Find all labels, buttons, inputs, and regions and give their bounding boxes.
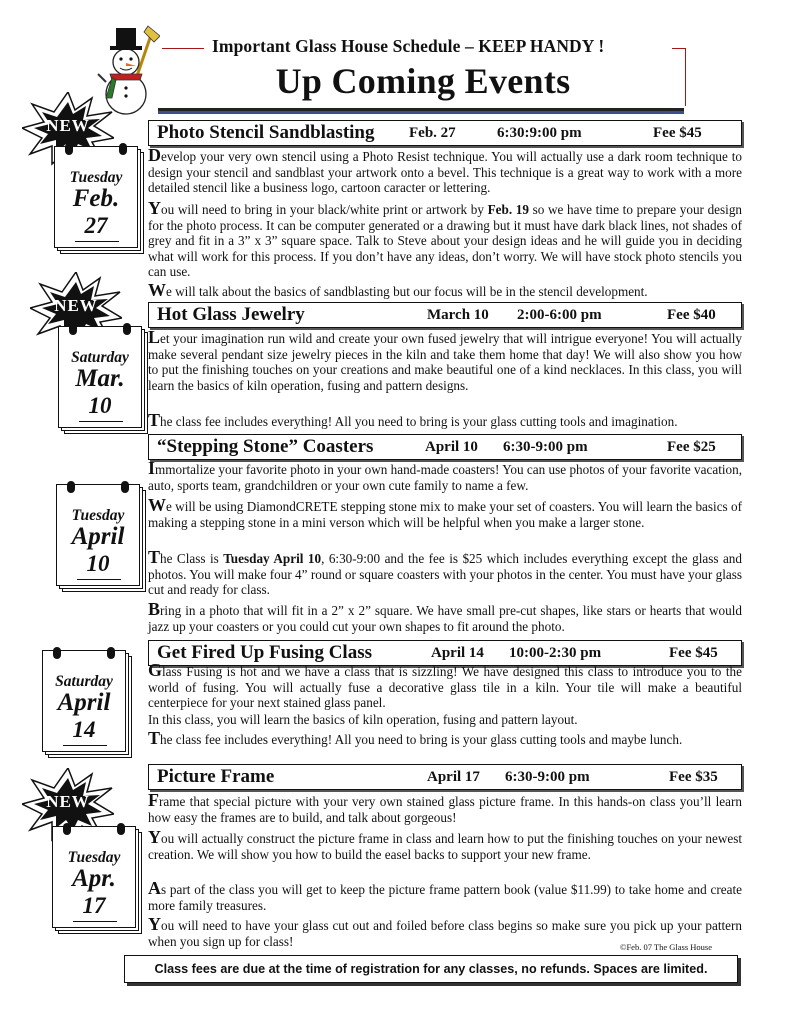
calendar-icon	[56, 484, 140, 590]
drop-cap: Y	[148, 827, 161, 847]
event-paragraph	[148, 790, 742, 825]
paragraph-text: , 6:30-9:00 and the fee is $25 which includes everything except the glass and photos. You will make four 4” round or square coasters with your photos in the center. You must have your glass cut and ready for class.	[148, 551, 742, 597]
drop-cap: T	[148, 728, 161, 748]
event-header	[148, 434, 742, 460]
event-date: April 10	[425, 439, 478, 455]
calendar-month: Mar.	[75, 365, 125, 392]
event-paragraph	[148, 547, 742, 598]
drop-cap: G	[148, 660, 163, 680]
event-time: 6:30-9:00 pm	[505, 769, 590, 785]
event-time: 2:00-6:00 pm	[517, 307, 602, 323]
calendar-ring	[69, 323, 77, 335]
calendar-ring	[119, 143, 127, 155]
drop-cap: Y	[148, 198, 161, 218]
calendar-month: Feb.	[72, 185, 120, 212]
header-rule-right	[672, 48, 686, 49]
event-header	[148, 764, 742, 790]
calendar-front	[42, 650, 126, 752]
drop-cap: B	[148, 599, 161, 619]
event-paragraph	[148, 145, 742, 196]
calendar-date: 17	[82, 893, 106, 918]
calendar-underline	[73, 921, 117, 922]
event-fee: Fee $25	[667, 439, 716, 455]
calendar-date: 10	[86, 551, 110, 576]
calendar-front	[54, 146, 138, 248]
event-date: April 14	[431, 645, 484, 661]
drop-cap: A	[148, 878, 161, 898]
event-paragraph	[148, 827, 742, 862]
drop-cap: I	[148, 458, 156, 478]
drop-cap: T	[148, 410, 161, 430]
drop-cap: F	[148, 790, 159, 810]
calendar-icon	[52, 826, 136, 932]
paragraph-text: In this class, you will learn the basics of kiln operation, fusing and pattern layout.	[148, 712, 578, 727]
event-date: April 17	[427, 769, 480, 785]
event-header	[148, 640, 742, 666]
event-paragraph	[148, 198, 743, 280]
calendar-month: April	[71, 523, 125, 550]
event-time: 6:30-9:00 pm	[503, 439, 588, 455]
calendar-month: Apr.	[72, 865, 116, 892]
paragraph-text: ou will actually construct the picture frame in class and learn how to put the finishing touches on your newest creation. We will show you how to build the easel backs to support your new frame.	[148, 831, 742, 862]
paragraph-text: et your imagination run wild and create your own fused jewelry that will intrigue everyone! You will actually make several pendant size jewelry pieces in the kiln and take them home that day! We will also show you how to put the finishing touches on your creations and make beautiful one of a kind necklaces. In this class, you will learn the basics of kiln operation, fusing and pattern designs.	[148, 331, 742, 393]
event-paragraph	[148, 327, 742, 393]
calendar-day: Tuesday	[71, 507, 125, 524]
paragraph-text: so we have time to prepare your design for the photo process. It can be computer generated or a drawing but it must have dark black lines, not shades of grey and fit in a 3” x 3” square space. Talk to Steve about your design ideas and he will guide you in deciding what will work for this process. If you don’t have any ideas, don’t worry. We will have stock photo stencils you can use.	[148, 202, 743, 279]
calendar-ring	[123, 323, 131, 335]
event-fee: Fee $45	[669, 645, 718, 661]
event-paragraph	[148, 660, 742, 711]
drop-cap: T	[148, 547, 161, 567]
page-title: Up Coming Events	[275, 61, 571, 101]
event-time: 10:00-2:30 pm	[509, 645, 602, 661]
calendar-date: 27	[84, 213, 108, 238]
paragraph-text: s part of the class you will get to keep the picture frame pattern book (value $11.99) to take home and create more family treasures.	[148, 882, 742, 913]
calendar-front	[58, 326, 142, 428]
paragraph-text: evelop your very own stencil using a Photo Resist technique. You will actually use a dark room technique to design your stencil and sandblast your artwork onto a bevel. This technique is a great way to work with a more detailed stencil like a business logo, cartoon caracter or lettering.	[148, 149, 742, 195]
paragraph-text: he Class is	[160, 551, 224, 566]
event-paragraph	[148, 728, 742, 748]
calendar-day: Tuesday	[67, 849, 121, 866]
calendar-date: 14	[72, 717, 96, 742]
paragraph-bold: Tuesday April 10	[223, 551, 322, 566]
calendar-ring	[65, 143, 73, 155]
event-paragraph	[148, 458, 742, 493]
event-title: Get Fired Up Fusing Class	[157, 642, 373, 663]
event-fee: Fee $40	[667, 307, 716, 323]
paragraph-text: ou will need to bring in your black/white print or artwork by	[161, 202, 488, 217]
copyright-notice: ©Feb. 07 The Glass House	[620, 942, 713, 952]
event-header	[148, 120, 742, 146]
event-title: “Stepping Stone” Coasters	[157, 436, 374, 457]
calendar-day: Tuesday	[69, 169, 123, 186]
calendar-underline	[75, 241, 119, 242]
calendar-ring	[67, 481, 75, 493]
paragraph-text: e will talk about the basics of sandblasting but our focus will be in the stencil development.	[166, 284, 648, 299]
paragraph-bold: Feb. 19	[487, 202, 529, 217]
event-fee: Fee $45	[653, 125, 702, 141]
calendar-icon	[54, 146, 138, 252]
event-title: Photo Stencil Sandblasting	[157, 122, 375, 143]
calendar-front	[52, 826, 136, 928]
paragraph-text: ring in a photo that will fit in a 2” x 2” square. We have small pre-cut shapes, like stars or hearts that would jazz up your coasters or you could cut your own shapes to fit around the photo.	[148, 603, 742, 634]
drop-cap: W	[148, 280, 166, 300]
calendar-month: April	[57, 689, 111, 716]
event-paragraph	[148, 410, 742, 430]
calendar-underline	[77, 579, 121, 580]
event-date: Feb. 27	[409, 125, 456, 141]
event-paragraph	[148, 878, 742, 913]
event-title: Hot Glass Jewelry	[157, 304, 305, 325]
event-time: 6:30:9:00 pm	[497, 125, 582, 141]
event-title: Picture Frame	[157, 766, 275, 787]
calendar-day: Saturday	[71, 349, 129, 366]
header-rule-left	[162, 48, 204, 49]
schedule-subtitle: Important Glass House Schedule – KEEP HANDY !	[212, 36, 605, 56]
calendar-ring	[117, 823, 125, 835]
drop-cap: W	[148, 495, 166, 515]
new-badge-label: NEW	[46, 116, 90, 135]
paragraph-text: he class fee includes everything! All you need to bring is your glass cutting tools and maybe lunch.	[160, 732, 683, 747]
drop-cap: D	[148, 145, 161, 165]
calendar-front	[56, 484, 140, 586]
paragraph-text: mmortalize your favorite photo in your own hand-made coasters! You can use photos of your favorite vacation, auto, sports team, grandchildren or your own cute family to name a few.	[148, 462, 742, 493]
event-fee: Fee $35	[669, 769, 718, 785]
calendar-underline	[79, 421, 123, 422]
drop-cap: Y	[148, 914, 161, 934]
calendar-icon	[42, 650, 126, 756]
new-badge-label: NEW	[54, 296, 98, 315]
calendar-ring	[53, 647, 61, 659]
calendar-ring	[107, 647, 115, 659]
calendar-underline	[63, 745, 107, 746]
event-paragraph	[148, 495, 742, 530]
drop-cap: L	[148, 327, 161, 347]
event-date: March 10	[427, 307, 489, 323]
calendar-ring	[63, 823, 71, 835]
calendar-day: Saturday	[55, 673, 113, 690]
paragraph-text: rame that special picture with your very own stained glass picture frame. In this hands-on class you’ll learn how easy the frames are to build, and talk about gorgeous!	[148, 794, 742, 825]
paragraph-text: lass Fusing is hot and we have a class that is sizzling! We have designed this class to introduce you to the world of fusing. You will actually fuse a decorative glass tile in a kiln. Your tile will make a beautiful centerpiece for your next stained glass panel.	[148, 664, 742, 710]
calendar-icon	[58, 326, 142, 432]
calendar-date: 10	[88, 393, 112, 418]
event-header	[148, 302, 742, 328]
footer-notice: Class fees are due at the time of registration for any classes, no refunds. Spaces are limited.	[124, 955, 738, 983]
event-paragraph	[148, 712, 742, 728]
paragraph-text: ou will need to have your glass cut out and foiled before class begins so make sure you pick up your pattern when you sign up for class!	[148, 918, 742, 949]
new-badge-label: NEW	[46, 792, 90, 811]
event-paragraph	[148, 599, 742, 634]
event-paragraph	[148, 280, 742, 300]
paragraph-text: he class fee includes everything! All you need to bring is your glass cutting tools and imagination.	[160, 414, 678, 429]
paragraph-text: e will be using DiamondCRETE stepping stone mix to make your set of coasters. You will learn the basics of making a stepping stone in a mini verson which will be helpful when you make a larger stone.	[148, 499, 742, 530]
calendar-ring	[121, 481, 129, 493]
